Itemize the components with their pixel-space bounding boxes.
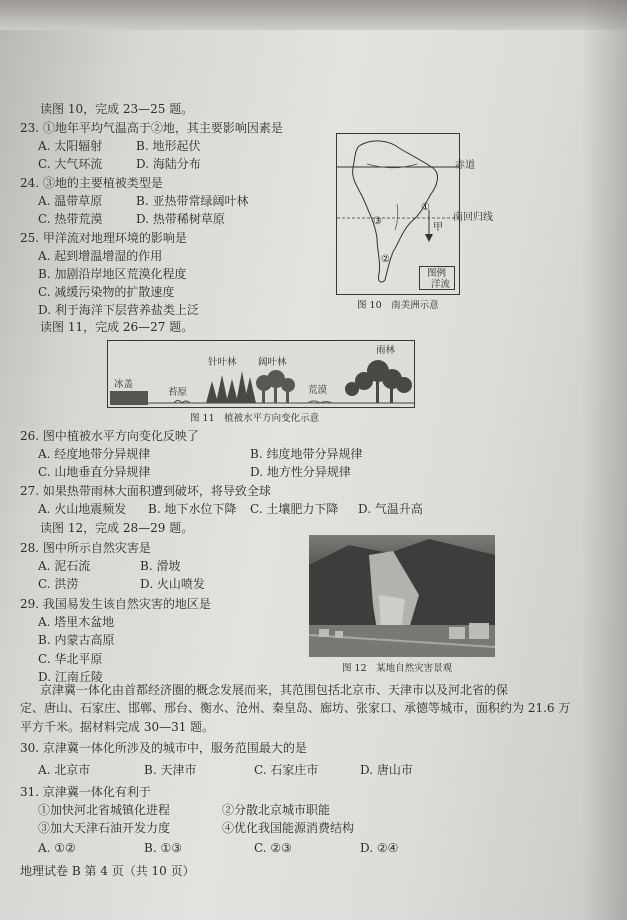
landslide-scene: [309, 535, 495, 657]
q27-option-d: D. 气温升高: [358, 502, 423, 516]
q25-option-b: B. 加剧沿岸地区荒漠化程度: [38, 267, 187, 281]
q29-option-c: C. 华北平原: [38, 652, 103, 666]
q28-stem: 28. 图中所示自然灾害是: [20, 541, 151, 555]
q31-item-1: ①加快河北省城镇化进程: [38, 803, 171, 817]
figure-12-photo: [309, 535, 495, 657]
figure-11-vegetation: [107, 340, 415, 408]
intro-23-25: 读图 10，完成 23—25 题。: [40, 102, 194, 116]
q31-stem: 31. 京津冀一体化有利于: [20, 785, 151, 799]
label-coniferous: 针叶林: [208, 357, 237, 368]
q27-option-a: A. 火山地震频发: [38, 502, 127, 516]
equator-label: 赤道: [455, 160, 475, 171]
q31-option-c: C. ②③: [254, 841, 292, 855]
ice-sheet-block: [110, 391, 148, 405]
parana-river: [395, 204, 398, 230]
intro-26-27: 读图 11，完成 26—27 题。: [40, 320, 194, 334]
q24-option-b: B. 亚热带常绿阔叶林: [136, 194, 249, 208]
marker-3: ③: [373, 216, 382, 227]
figure-10-map: [336, 133, 493, 295]
label-rainforest: 雨林: [376, 345, 396, 356]
q31-option-a: A. ①②: [38, 841, 76, 855]
q29-option-b: B. 内蒙古高原: [38, 633, 115, 647]
q29-stem: 29. 我国易发生该自然灾害的地区是: [20, 597, 211, 611]
page-right-shadow: [582, 0, 627, 920]
page-top-shadow: [0, 0, 627, 30]
intro-28-29: 读图 12，完成 28—29 题。: [40, 521, 194, 535]
figure-11-caption: 图 11 植被水平方向变化示意: [190, 413, 320, 424]
q27-option-b: B. 地下水位下降: [148, 502, 237, 516]
q24-option-d: D. 热带稀树草原: [136, 212, 225, 226]
material-line-1: 京津冀一体化由首都经济圈的概念发展而来，其范围包括北京市、天津市以及河北省的保: [40, 683, 509, 697]
q31-item-3: ③加大天津石油开发力度: [38, 821, 171, 835]
current-jia-label: 甲: [433, 222, 443, 233]
figure-10-caption: 图 10 南美洲示意: [357, 300, 439, 311]
q26-option-d: D. 地方性分异规律: [250, 465, 351, 479]
q30-option-c: C. 石家庄市: [254, 763, 319, 777]
q24-option-a: A. 温带草原: [38, 194, 103, 208]
q30-option-a: A. 北京市: [38, 763, 91, 777]
legend-title: 图例: [427, 268, 447, 279]
q27-option-c: C. 土壤肥力下降: [250, 502, 339, 516]
rainforest-trees: [345, 360, 412, 403]
q26-option-b: B. 纬度地带分异规律: [250, 447, 363, 461]
q28-option-d: D. 火山喷发: [140, 577, 205, 591]
q23-option-a: A. 太阳辐射: [38, 139, 103, 153]
q26-option-a: A. 经度地带分异规律: [38, 447, 151, 461]
q26-stem: 26. 图中植被水平方向变化反映了: [20, 429, 199, 443]
q23-stem: 23. ①地年平均气温高于②地，其主要影响因素是: [20, 121, 283, 135]
q25-option-d: D. 利于海洋下层营养盐类上泛: [38, 303, 199, 317]
q23-option-c: C. 大气环流: [38, 157, 103, 171]
broadleaf-trees: [256, 370, 295, 403]
q29-option-a: A. 塔里木盆地: [38, 615, 115, 629]
material-line-2: 定、唐山、石家庄、邯郸、邢台、衡水、沧州、秦皇岛、廊坊、张家口、承德等城市，面积约为 21.6 万: [20, 701, 571, 715]
label-desert: 荒漠: [308, 385, 328, 396]
q26-option-c: C. 山地垂直分异规律: [38, 465, 151, 479]
q28-option-b: B. 滑坡: [140, 559, 181, 573]
label-tundra: 苔原: [168, 387, 188, 398]
marker-1: ①: [421, 202, 430, 213]
q29-option-d: D. 江南丘陵: [38, 670, 103, 684]
q23-option-b: B. 地形起伏: [136, 139, 201, 153]
q28-option-a: A. 泥石流: [38, 559, 91, 573]
q30-option-d: D. 唐山市: [360, 763, 413, 777]
q25-option-a: A. 起到增温增湿的作用: [38, 249, 163, 263]
vegetation-profile: [108, 341, 414, 407]
q27-stem: 27. 如果热带雨林大面积遭到破坏，将导致全球: [20, 484, 271, 498]
q31-item-4: ④优化我国能源消费结构: [222, 821, 355, 835]
q23-option-d: D. 海陆分布: [136, 157, 201, 171]
q31-option-b: B. ①③: [144, 841, 182, 855]
label-broadleaf: 阔叶林: [258, 357, 287, 368]
q31-item-2: ②分散北京城市职能: [222, 803, 331, 817]
conifer-trees: [206, 371, 256, 403]
q30-stem: 30. 京津冀一体化所涉及的城市中，服务范围最大的是: [20, 741, 307, 755]
q25-stem: 25. 甲洋流对地理环境的影响是: [20, 231, 187, 245]
q24-stem: 24. ③地的主要植被类型是: [20, 176, 163, 190]
legend-item-current: 洋流: [431, 279, 451, 290]
page-footer: 地理试卷 B 第 4 页（共 10 页）: [20, 864, 195, 878]
marker-2: ②: [381, 254, 390, 265]
q30-option-b: B. 天津市: [144, 763, 197, 777]
current-jia-arrowhead: [425, 234, 433, 242]
material-line-3: 平方千米。据材料完成 30—31 题。: [20, 720, 215, 734]
q25-option-c: C. 减缓污染物的扩散速度: [38, 285, 175, 299]
figure-12-caption: 图 12 某地自然灾害景观: [342, 663, 453, 674]
tropic-label: 南回归线: [453, 212, 493, 223]
q24-option-c: C. 热带荒漠: [38, 212, 103, 226]
q31-option-d: D. ②④: [360, 841, 399, 855]
label-ice-sheet: 冰盖: [114, 379, 134, 390]
q28-option-c: C. 洪涝: [38, 577, 79, 591]
